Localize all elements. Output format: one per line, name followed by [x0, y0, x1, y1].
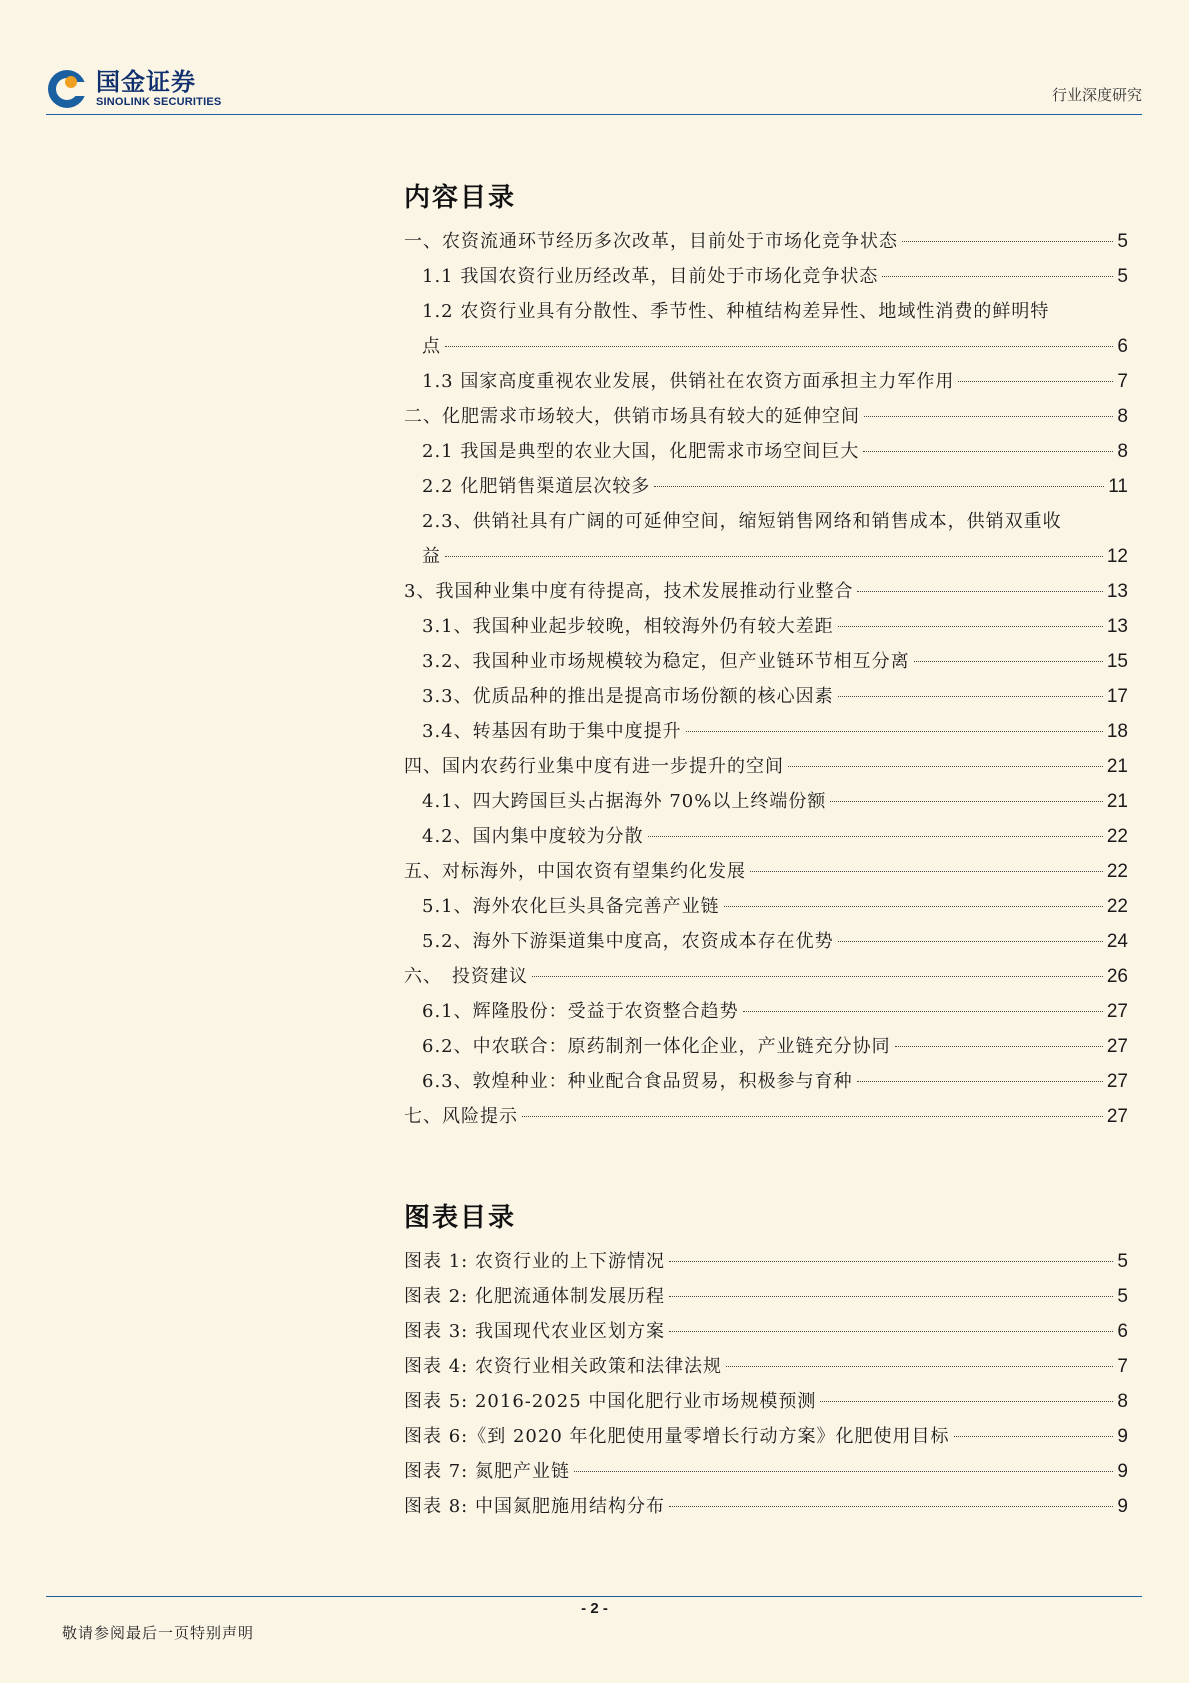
sinolink-logo-icon	[46, 68, 88, 110]
toc-entry-text: 5.1、海外农化巨头具备完善产业链	[422, 896, 720, 917]
toc-entry[interactable]	[404, 1099, 1128, 1134]
toc-entry[interactable]	[404, 224, 1128, 259]
toc-entry-page: 27	[1106, 1106, 1128, 1127]
figure-entry-page: 7	[1117, 1356, 1128, 1377]
dot-leader	[954, 1436, 1114, 1437]
toc-entry-page: 17	[1106, 686, 1128, 707]
dot-leader	[445, 556, 1103, 557]
dot-leader	[669, 1331, 1113, 1332]
toc-entry-text: 6.3、敦煌种业：种业配合食品贸易，积极参与育种	[422, 1071, 853, 1092]
toc-entry[interactable]	[404, 679, 1128, 714]
figure-entry-page: 5	[1117, 1286, 1128, 1307]
toc-entry-text-line[interactable]: 2.3、供销社具有广阔的可延伸空间，缩短销售网络和销售成本，供销双重收	[422, 511, 1062, 532]
toc-entry[interactable]	[404, 819, 1128, 854]
dot-leader	[882, 276, 1113, 277]
page-number: - 2 -	[581, 1600, 608, 1617]
toc-entry-page: 8	[1117, 406, 1128, 427]
toc-entry-page: 22	[1106, 896, 1128, 917]
toc-entry-text: 益	[422, 546, 441, 567]
footer-divider	[46, 1596, 1142, 1597]
toc-entry[interactable]	[404, 749, 1128, 784]
dot-leader	[838, 626, 1103, 627]
toc-list	[404, 224, 1128, 1134]
dot-leader	[895, 1046, 1103, 1047]
toc-entry-page: 27	[1106, 1071, 1128, 1092]
toc-entry-page: 24	[1106, 931, 1128, 952]
figure-entry-page: 8	[1117, 1391, 1128, 1412]
table-of-contents	[404, 180, 1128, 1134]
toc-entry-page: 13	[1106, 581, 1128, 602]
dot-leader	[788, 766, 1103, 767]
toc-entry[interactable]	[404, 399, 1128, 434]
header-divider	[46, 114, 1142, 115]
toc-entry-text: 3.2、我国种业市场规模较为稳定，但产业链环节相互分离	[422, 651, 910, 672]
dot-leader	[522, 1116, 1103, 1117]
figure-entry-page: 6	[1117, 1321, 1128, 1342]
toc-entry-page: 12	[1106, 546, 1128, 567]
figure-entry-text: 图表 3: 我国现代农业区划方案	[404, 1321, 665, 1342]
dot-leader	[864, 416, 1113, 417]
toc-entry-page: 11	[1108, 476, 1128, 497]
dot-leader	[863, 451, 1113, 452]
figure-entry-page: 5	[1117, 1251, 1128, 1272]
figure-entry-page: 9	[1117, 1461, 1128, 1482]
toc-entry-page: 21	[1106, 791, 1128, 812]
dot-leader	[724, 906, 1103, 907]
figure-entry[interactable]	[404, 1454, 1128, 1489]
toc-entry-text: 一、农资流通环节经历多次改革，目前处于市场化竞争状态	[404, 231, 898, 252]
figure-entry[interactable]	[404, 1489, 1128, 1524]
toc-entry-text: 四、国内农药行业集中度有进一步提升的空间	[404, 756, 784, 777]
toc-entry-text: 4.2、国内集中度较为分散	[422, 826, 644, 847]
toc-entry[interactable]	[404, 924, 1128, 959]
toc-entry-page: 5	[1117, 231, 1128, 252]
figure-entry[interactable]	[404, 1419, 1128, 1454]
toc-entry-page: 18	[1106, 721, 1128, 742]
toc-entry[interactable]	[404, 1064, 1128, 1099]
toc-title: 内容目录	[404, 183, 517, 213]
toc-entry-text: 6.1、辉隆股份：受益于农资整合趋势	[422, 1001, 739, 1022]
toc-entry-page: 6	[1117, 336, 1128, 357]
figure-index	[404, 1200, 1128, 1524]
toc-entry-text: 3.1、我国种业起步较晚，相较海外仍有较大差距	[422, 616, 834, 637]
logo-english-name: SINOLINK SECURITIES	[96, 96, 222, 108]
figure-list	[404, 1244, 1128, 1524]
toc-entry-page: 27	[1106, 1001, 1128, 1022]
dot-leader	[958, 381, 1113, 382]
toc-entry[interactable]	[404, 364, 1128, 399]
toc-entry[interactable]	[404, 889, 1128, 924]
toc-entry[interactable]	[404, 854, 1128, 889]
dot-leader	[838, 696, 1103, 697]
figure-entry[interactable]	[404, 1314, 1128, 1349]
toc-entry-page: 15	[1106, 651, 1128, 672]
logo-chinese-name: 国金证券	[96, 68, 196, 96]
toc-entry-text: 4.1、四大跨国巨头占据海外 70%以上终端份额	[422, 791, 827, 812]
toc-entry[interactable]	[404, 714, 1128, 749]
figure-entry[interactable]	[404, 1384, 1128, 1419]
toc-entry[interactable]	[404, 329, 1128, 364]
toc-entry-page: 27	[1106, 1036, 1128, 1057]
dot-leader	[820, 1401, 1113, 1402]
toc-entry-page: 7	[1117, 371, 1128, 392]
toc-entry[interactable]	[404, 994, 1128, 1029]
figure-entry[interactable]	[404, 1279, 1128, 1314]
dot-leader	[830, 801, 1103, 802]
toc-entry-text: 3.4、转基因有助于集中度提升	[422, 721, 682, 742]
figure-entry-text: 图表 5: 2016-2025 中国化肥行业市场规模预测	[404, 1391, 817, 1412]
figure-entry-page: 9	[1117, 1426, 1128, 1447]
toc-entry[interactable]	[404, 539, 1128, 574]
toc-entry-text: 3、我国种业集中度有待提高，技术发展推动行业整合	[404, 581, 854, 602]
dot-leader	[686, 731, 1103, 732]
dot-leader	[648, 836, 1103, 837]
figure-entry[interactable]	[404, 1244, 1128, 1279]
toc-entry-text: 六、 投资建议	[404, 966, 528, 987]
toc-entry-page: 22	[1106, 826, 1128, 847]
toc-entry[interactable]	[404, 959, 1128, 994]
toc-entry-text: 5.2、海外下游渠道集中度高，农资成本存在优势	[422, 931, 834, 952]
toc-entry-page: 22	[1106, 861, 1128, 882]
figure-entry-text: 图表 2: 化肥流通体制发展历程	[404, 1286, 665, 1307]
toc-entry-page: 13	[1106, 616, 1128, 637]
dot-leader	[532, 976, 1103, 977]
dot-leader	[669, 1296, 1113, 1297]
toc-entry-text: 点	[422, 336, 441, 357]
toc-entry-text: 6.2、中农联合：原药制剂一体化企业，产业链充分协同	[422, 1036, 891, 1057]
toc-entry[interactable]	[404, 434, 1128, 469]
page-header	[46, 64, 1142, 116]
dot-leader	[669, 1506, 1113, 1507]
toc-entry[interactable]	[404, 469, 1128, 504]
disclaimer-note: 敬请参阅最后一页特别声明	[62, 1624, 255, 1642]
toc-entry[interactable]	[404, 784, 1128, 819]
company-logo	[46, 68, 221, 110]
dot-leader	[902, 241, 1113, 242]
figure-entry-text: 图表 4: 农资行业相关政策和法律法规	[404, 1356, 722, 1377]
figure-entry-text: 图表 6:《到 2020 年化肥使用量零增长行动方案》化肥使用目标	[404, 1426, 950, 1447]
toc-entry-text: 2.1 我国是典型的农业大国，化肥需求市场空间巨大	[422, 441, 860, 462]
toc-entry-text: 二、化肥需求市场较大，供销市场具有较大的延伸空间	[404, 406, 860, 427]
dot-leader	[750, 871, 1103, 872]
figure-entry-text: 图表 1: 农资行业的上下游情况	[404, 1251, 665, 1272]
figure-entry[interactable]	[404, 1349, 1128, 1384]
toc-entry[interactable]	[404, 609, 1128, 644]
dot-leader	[743, 1011, 1103, 1012]
toc-entry-text-line[interactable]: 1.2 农资行业具有分散性、季节性、种植结构差异性、地域性消费的鲜明特	[422, 301, 1050, 322]
toc-entry-text: 2.2 化肥销售渠道层次较多	[422, 476, 651, 497]
dot-leader	[574, 1471, 1113, 1472]
report-type-label: 行业深度研究	[1051, 86, 1142, 104]
toc-entry[interactable]	[404, 1029, 1128, 1064]
toc-entry-page: 21	[1106, 756, 1128, 777]
dot-leader	[914, 661, 1103, 662]
dot-leader	[726, 1366, 1113, 1367]
figure-entry-text: 图表 8: 中国氮肥施用结构分布	[404, 1496, 665, 1517]
toc-entry-text: 1.1 我国农资行业历经改革，目前处于市场化竞争状态	[422, 266, 879, 287]
toc-entry-text: 七、风险提示	[404, 1106, 518, 1127]
toc-entry-page: 26	[1106, 966, 1128, 987]
dot-leader	[669, 1261, 1113, 1262]
toc-entry-text: 1.3 国家高度重视农业发展，供销社在农资方面承担主力军作用	[422, 371, 955, 392]
dot-leader	[445, 346, 1113, 347]
dot-leader	[838, 941, 1103, 942]
toc-entry[interactable]	[404, 259, 1128, 294]
toc-entry[interactable]	[404, 644, 1128, 679]
figure-entry-text: 图表 7: 氮肥产业链	[404, 1461, 570, 1482]
toc-entry-page: 8	[1117, 441, 1128, 462]
dot-leader	[857, 591, 1102, 592]
toc-entry-text: 五、对标海外，中国农资有望集约化发展	[404, 861, 746, 882]
dot-leader	[654, 486, 1104, 487]
figure-index-title: 图表目录	[404, 1203, 517, 1233]
toc-entry-page: 5	[1117, 266, 1128, 287]
dot-leader	[857, 1081, 1103, 1082]
figure-entry-page: 9	[1117, 1496, 1128, 1517]
toc-entry-text: 3.3、优质品种的推出是提高市场份额的核心因素	[422, 686, 834, 707]
toc-entry[interactable]	[404, 574, 1128, 609]
